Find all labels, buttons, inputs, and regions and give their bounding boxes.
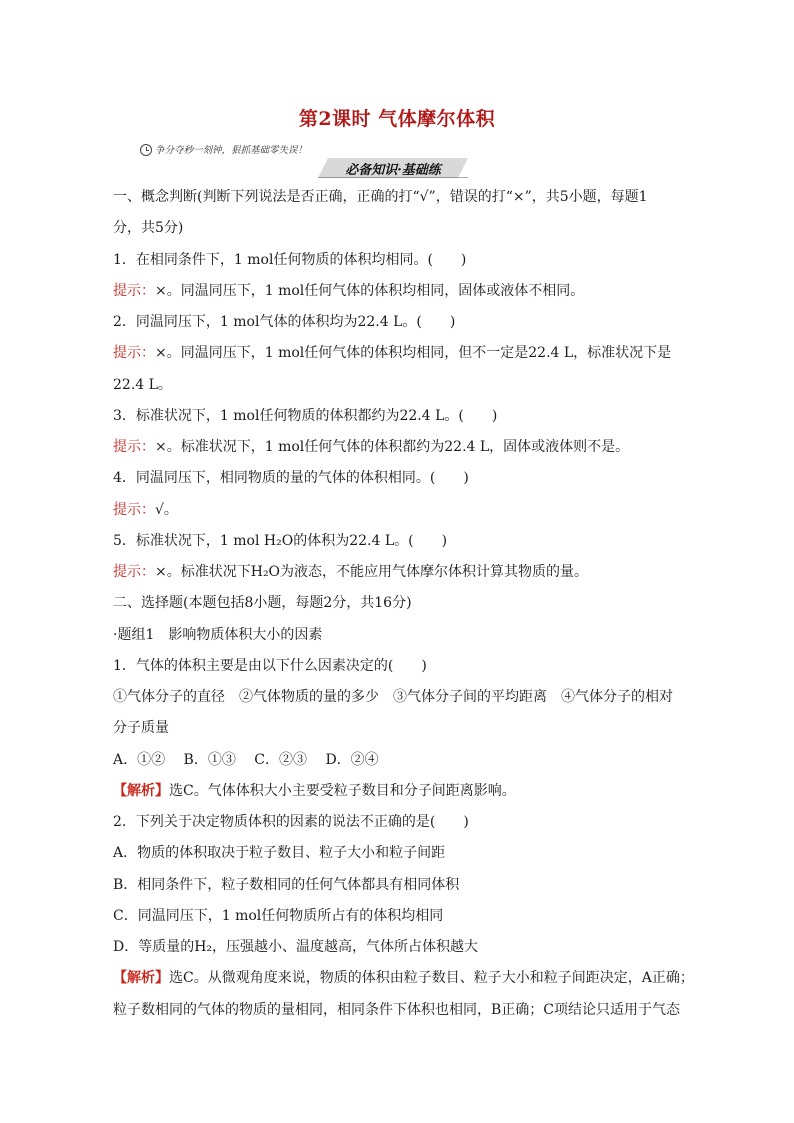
analysis-label: 【解析】 <box>113 782 169 799</box>
hint-label: 提示： <box>113 439 155 455</box>
line-text: √。 <box>155 501 178 518</box>
text-line: 分，共5分) <box>113 220 184 237</box>
line-text: ×。同温同压下，1 mol任何气体的体积均相同，但不一定是22.4 L，标准状况下是 <box>155 345 672 362</box>
hint-line <box>113 281 584 301</box>
banner-text: 必备知识·基础练 <box>345 163 441 178</box>
line-text: ×。同温同压下，1 mol任何气体的体积均相同，固体或液体不相同。 <box>155 282 585 299</box>
text-line: 2．下列关于决定物质体积的因素的说法不正确的是( ) <box>113 814 469 830</box>
hint-line <box>113 562 588 582</box>
text-line: 粒子数相同的气体的物质的量相同，相同条件下体积也相同，B正确；C项结论只适用于气态 <box>113 1001 680 1018</box>
line-text: ×。标准状况下H₂O为液态，不能应用气体摩尔体积计算其物质的量。 <box>155 564 589 580</box>
hint-line <box>113 437 629 457</box>
hint-label: 提示： <box>113 282 155 299</box>
clock-icon <box>140 144 152 156</box>
text-line: 1．气体的体积主要是由以下什么因素决定的( ) <box>113 657 427 674</box>
lesson-title: 第2课时 气体摩尔体积 <box>298 108 496 130</box>
text-line: C．同温同压下，1 mol任何物质所占有的体积均相同 <box>113 907 444 924</box>
section-banner <box>318 158 468 178</box>
hint-line <box>113 343 671 363</box>
hint-label: 提示： <box>113 564 155 580</box>
motto-text: 争分夺秒一刻钟，狠抓基础零失误！ <box>155 145 308 156</box>
text-line: 5．标准状况下，1 mol H₂O的体积为22.4 L。( ) <box>113 532 448 549</box>
text-line: ·题组1 影响物质体积大小的因素 <box>113 626 323 643</box>
text-line: 一、概念判断(判断下列说法是否正确，正确的打“√”，错误的打“×”，共5小题，每题1 <box>113 189 648 205</box>
text-line: B．相同条件下，粒子数相同的任何气体都具有相同体积 <box>113 876 460 893</box>
analysis-line <box>113 781 516 801</box>
hint-line <box>113 500 178 520</box>
text-line: 2．同温同压下，1 mol气体的体积均为22.4 L。( ) <box>113 314 456 330</box>
text-line: 二、选择题(本题包括8小题，每题2分，共16分) <box>113 595 412 612</box>
hint-label: 提示： <box>113 345 155 362</box>
text-line: 4．同温同压下，相同物质的量的气体的体积相同。( ) <box>113 470 469 487</box>
text-line: ①气体分子的直径 ②气体物质的量的多少 ③气体分子间的平均距离 ④气体分子的相对 <box>113 689 673 705</box>
text-line: A．物质的体积取决于粒子数目、粒子大小和粒子间距 <box>113 845 446 862</box>
text-line: A．①② B．①③ C．②③ D．②④ <box>113 751 379 768</box>
text-line: 1．在相同条件下，1 mol任何物质的体积均相同。( ) <box>113 251 467 268</box>
line-text: ×。标准状况下，1 mol任何气体的体积都约为22.4 L，固体或液体则不是。 <box>155 439 630 455</box>
text-line: D．等质量的H₂，压强越小、温度越高，气体所占体积越大 <box>113 939 479 955</box>
analysis-label: 【解析】 <box>113 970 169 987</box>
hint-label: 提示： <box>113 501 155 518</box>
line-text: 选C。从微观角度来说，物质的体积由粒子数目、粒子大小和粒子间距决定，A正确； <box>169 970 694 987</box>
text-line: 分子质量 <box>113 720 169 737</box>
line-text: 选C。气体体积大小主要受粒子数目和分子间距离影响。 <box>169 782 516 799</box>
hint-continuation-line: 22.4 L。 <box>113 376 172 393</box>
text-line: 3．标准状况下，1 mol任何物质的体积都约为22.4 L。( ) <box>113 407 498 424</box>
analysis-line <box>113 968 694 988</box>
